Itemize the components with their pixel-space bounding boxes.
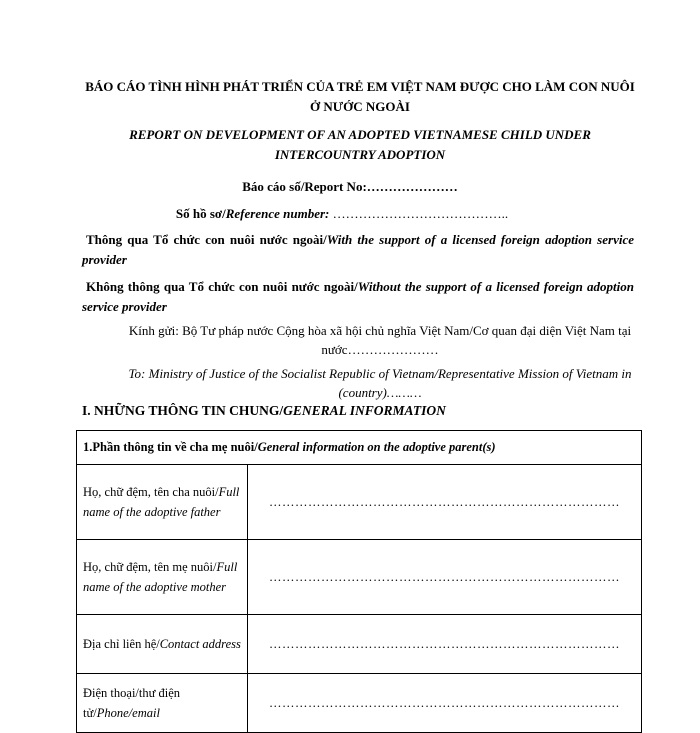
phone-email-label [77,674,248,733]
section-heading-english: GENERAL INFORMATION [283,403,446,418]
table-row [77,674,642,733]
reference-label-vietnamese: Số hồ sơ/ [175,206,226,221]
adoptive-parents-table [76,430,642,733]
row-label-vietnamese: Họ, chữ đệm, tên mẹ nuôi/ [83,560,217,574]
table-row [77,615,642,674]
contact-address-label [77,615,248,674]
option-without-provider-label-vietnamese: Không thông qua Tổ chức con nuôi nước ngoài/ [86,279,358,294]
reference-label-english: Reference number: [225,206,330,221]
phone-email-field[interactable]: ……………………………………………………………………… [248,674,642,733]
row-label-vietnamese: Họ, chữ đệm, tên cha nuôi/ [83,485,219,499]
row-label-english: Full name of the adoptive mother [83,560,238,594]
report-number-line: Báo cáo số/Report No:………………… [242,179,458,194]
table-header-vietnamese: 1.Phần thông tin về cha mẹ nuôi/ [83,440,258,454]
document-title-vietnamese: BÁO CÁO TÌNH HÌNH PHÁT TRIỂN CỦA TRẺ EM VIỆT NAM ĐƯỢC CHO LÀM CON NUÔI Ở NƯỚC NGOÀI [85,79,635,114]
adoptive-father-name-field[interactable]: ……………………………………………………………………… [248,465,642,540]
row-label-vietnamese: Địa chỉ liên hệ/ [83,637,160,651]
row-label-vietnamese: Điện thoại/thư điện tử/ [83,686,181,720]
table-row [77,465,642,540]
adoptive-mother-label [77,540,248,615]
table-header [77,431,642,465]
section-heading-vietnamese: I. NHỮNG THÔNG TIN CHUNG/ [82,403,284,418]
contact-address-field[interactable]: ……………………………………………………………………… [248,615,642,674]
document-title-english: REPORT ON DEVELOPMENT OF AN ADOPTED VIETNAMESE CHILD UNDER INTERCOUNTRY ADOPTION [129,127,591,162]
reference-number-blank[interactable]: ………………………………….. [329,206,509,221]
row-label-english: Phone/email [96,706,160,720]
row-label-english: Contact address [159,637,241,651]
row-label-english: Full name of the adoptive father [83,485,240,519]
option-with-provider[interactable] [82,230,634,270]
adoptive-father-label [77,465,248,540]
reference-number-line [0,205,692,223]
option-with-provider-label-vietnamese: Thông qua Tổ chức con nuôi nước ngoài/ [86,232,327,247]
option-without-provider-label-english: Without the support of a licensed foreign adoption service provider [82,279,634,314]
section-general-information-heading [82,403,446,419]
option-without-provider[interactable] [82,277,634,317]
option-with-provider-label-english: With the support of a licensed foreign adoption service provider [82,232,634,267]
table-header-english: General information on the adoptive parent(s) [257,440,496,454]
adoptive-mother-name-field[interactable]: ……………………………………………………………………… [248,540,642,615]
table-row [77,540,642,615]
recipient-english: To: Ministry of Justice of the Socialist Republic of Vietnam/Representative Mission of Vietnam in (country)……… [128,366,632,400]
recipient-vietnamese: Kính gửi: Bộ Tư pháp nước Cộng hòa xã hội chủ nghĩa Việt Nam/Cơ quan đại diện Việt Nam tại nước………………… [128,323,632,357]
